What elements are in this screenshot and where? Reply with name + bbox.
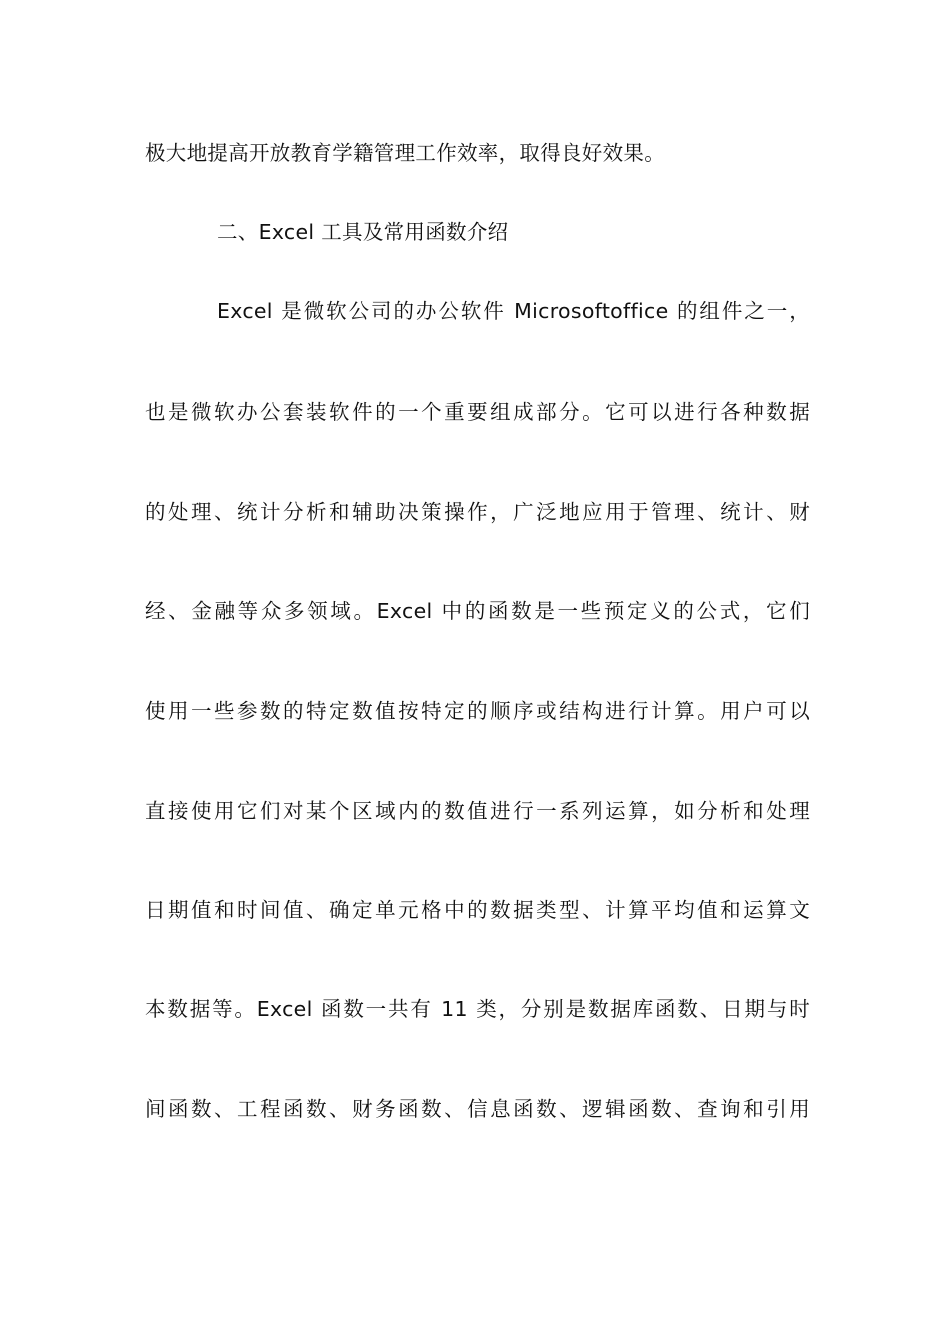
- paragraph-line: 本数据等。Excel 函数一共有 11 类，分别是数据库函数、日期与时: [145, 997, 810, 1021]
- section-heading: 二、Excel 工具及常用函数介绍: [217, 220, 509, 244]
- paragraph-line: 也是微软办公套装软件的一个重要组成部分。它可以进行各种数据: [145, 400, 810, 424]
- paragraph-line: 间函数、工程函数、财务函数、信息函数、逻辑函数、查询和引用: [145, 1097, 810, 1121]
- paragraph-line: 使用一些参数的特定数值按特定的顺序或结构进行计算。用户可以: [145, 699, 810, 723]
- paragraph-line: 的处理、统计分析和辅助决策操作，广泛地应用于管理、统计、财: [145, 500, 810, 524]
- paragraph-line: 极大地提高开放教育学籍管理工作效率，取得良好效果。: [145, 141, 665, 165]
- paragraph-line: Excel 是微软公司的办公软件 Microsoftoffice 的组件之一，: [217, 299, 810, 323]
- paragraph-line: 日期值和时间值、确定单元格中的数据类型、计算平均值和运算文: [145, 898, 810, 922]
- paragraph-line: 直接使用它们对某个区域内的数值进行一系列运算，如分析和处理: [145, 799, 810, 823]
- paragraph-line: 经、金融等众多领域。Excel 中的函数是一些预定义的公式，它们: [145, 599, 810, 623]
